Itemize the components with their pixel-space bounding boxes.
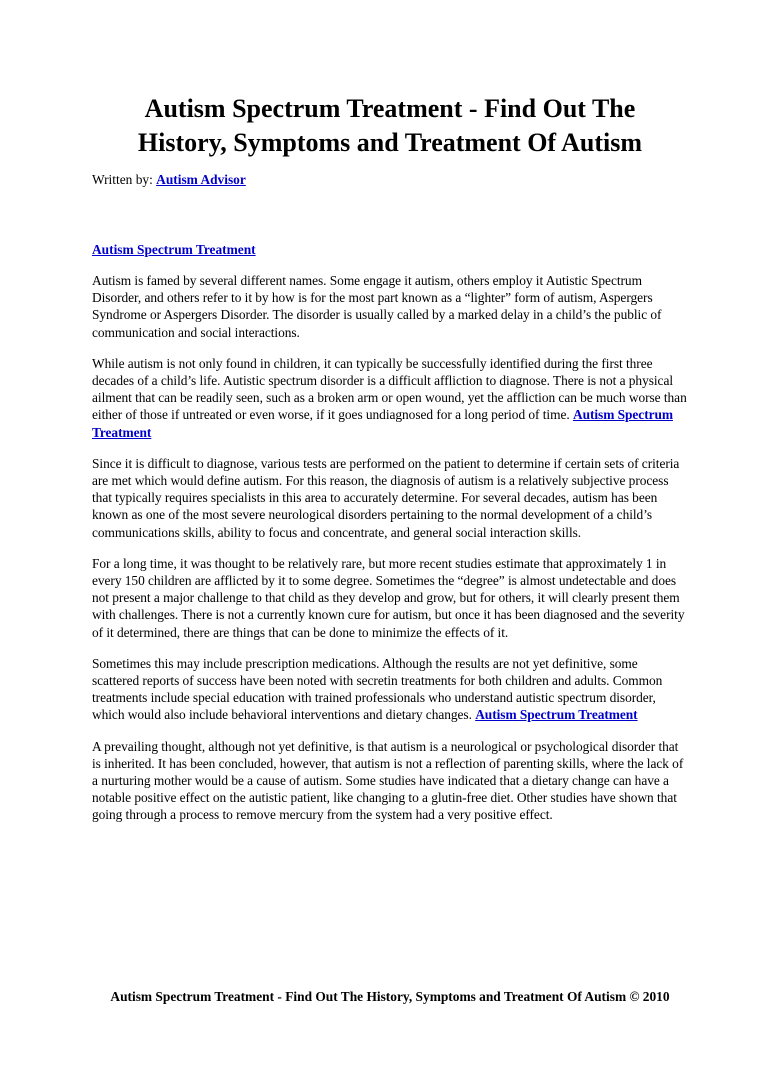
inline-link-autism-spectrum-treatment[interactable]: Autism Spectrum Treatment [475,707,638,723]
paragraph-text: Autism is famed by several different names. Some engage it autism, others employ it Autistic Spectrum Disorder, and others refer to it by how is for the most part known as a “lighter” form of autism, Aspergers Syndrome or Aspergers Disorder. The disorder is usually called by a marked delay in a child’s the public of communication and social interactions. [92,273,662,340]
byline [92,171,688,188]
paragraph-text: For a long time, it was thought to be relatively rare, but more recent studies estimate that approximately 1 in every 150 children are afflicted by it to some degree. Sometimes the “degree” is almost undetectable and does not present a major challenge to that child as they develop and grow, but for others, it will clearly present them with challenges. There is not a currently known cure for autism, but once it has been diagnosed and the severity of it determined, there are things that can be done to minimize the effects of it. [92,555,685,640]
paragraph-text: Sometimes this may include prescription medications. Although the results are not yet definitive, some scattered reports of success have been noted with secretin treatments for both children and adults. Common treatments include special education with trained professionals who understand autistic spectrum disorder, which would also include behavioral interventions and dietary changes. [92,655,663,723]
paragraph-3 [92,455,688,541]
paragraph-text: While autism is not only found in children, it can typically be successfully identified during the first three decades of a child’s life. Autistic spectrum disorder is a difficult affliction to diagnose. There is not a physical ailment that can be readily seen, such as a broken arm or open wound, yet the affliction can be much worse than either of those if untreated or even worse, if it goes undiagnosed for a long period of time. [92,355,687,423]
section-link-block [92,241,688,258]
section-link-autism-spectrum-treatment[interactable]: Autism Spectrum Treatment [92,242,256,257]
paragraph-6 [92,738,688,824]
paragraph-1 [92,272,688,341]
paragraph-5 [92,655,688,724]
paragraph-text: A prevailing thought, although not yet definitive, is that autism is a neurological or psychological disorder that is inherited. It has been concluded, however, that autism is not a reflection of parenting skills, where the lack of a nurturing mother would be a cause of autism. Some studies have indicated that a dietary change can have a notable positive effect on the autistic patient, like changing to a glutin-free diet. Other studies have shown that going through a process to remove mercury from the system had a very positive effect. [92,738,684,823]
paragraph-4 [92,555,688,641]
paragraph-2 [92,355,688,441]
inline-link-autism-spectrum-treatment[interactable]: Autism Spectrum Treatment [92,407,673,440]
paragraph-text: Since it is difficult to diagnose, various tests are performed on the patient to determine if certain sets of criteria are met which would define autism. For this reason, the diagnosis of autism is a relatively subjective process that typically requires specialists in this area to accurately determine. For several decades, autism has been known as one of the most severe neurological disorders pertaining to the normal development of a child’s communications skills, ability to focus and concentrate, and general social interaction skills. [92,455,680,540]
byline-prefix: Written by: [92,172,157,187]
document-page [92,92,688,824]
document-title: Autism Spectrum Treatment - Find Out The History, Symptoms and Treatment Of Autism [137,94,643,157]
page-footer: Autism Spectrum Treatment - Find Out The History, Symptoms and Treatment Of Autism © 2010 [110,989,670,1004]
author-link[interactable]: Autism Advisor [156,172,246,187]
